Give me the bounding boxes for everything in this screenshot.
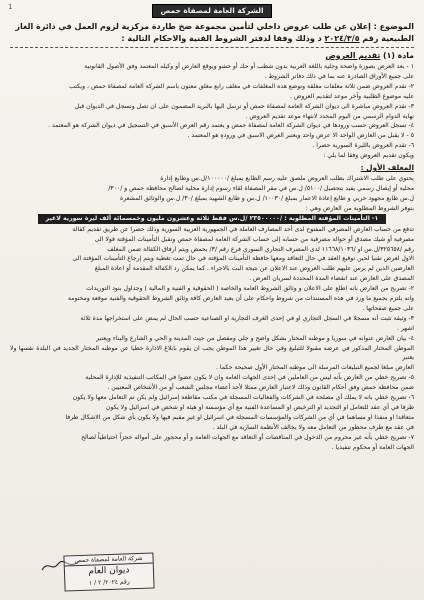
paragraph-line: متعاقدا او منفذا او مساهما في أي من الشركات والمؤسسات المسجلة في اسرائيل او غير مقيم فيها ولا يكون بأي شكل من الاشكال طرفا	[65, 413, 414, 421]
page-number: 1	[8, 3, 13, 11]
paragraph-line: ل.س طابع مجهود حربي و طابع إعادة الاعمار بمبلغ /١٠٠٣٠/ ل.س و طابع الشهيد بمبلغ /٣٠/ ل.س والوثائق المشعرة	[120, 194, 414, 202]
paragraph-line: رقم /٣٢٥٦٥٨/ل.س او /١١٦٦٨/١٠٣٦ لدى المصرف التجاري السوري فرع رقم /٣/ بحمص ويتم ارفاق الكفالة ضمن المغلف	[107, 245, 414, 253]
paragraph-line: ٤- بيان العارض عنوانه في سوريا و موطنه المختار بشكل واضح و جلي ومفصل من حيث المدينة و الحي و الشارع والبناء ويعتبر	[96, 334, 414, 342]
submission-rules	[10, 62, 414, 161]
header-label: الشركة العامة لمصفاة حمص	[152, 4, 272, 18]
paragraph-line: ضمن محافظة حمص وفق أحكام القانون وذلك لاعتبار العارض ممثلا لأحد أعضاء مجلس الشعب أو من الأشخاص المعنيين .	[107, 384, 414, 392]
paragraph-line: عليه موضوع الطلبية وآخر موعد لتقديم العروض .	[290, 92, 414, 100]
paragraph-line: محلية أو إيصال رسمي يفيد بتحصيل /٥١٠٠/ ل.س في مقر المصفاة لقاء رسوم إدارة محلية لصالح محافظة حمص و /٣٠٠/	[108, 184, 414, 192]
paragraph-line: الجهات العامة أو محكوم تنفيذيا .	[331, 443, 414, 451]
paragraph-line: اشهر .	[397, 324, 414, 332]
paragraph-line: تدفع من حساب العارض المصرفي المفتوح لدى أحد المصارف العاملة في الجمهورية العربية السورية وذلك حصرا عن طريق تقديم كفالة	[72, 225, 414, 233]
paragraph-line: طرفا في أي عقد للتعامل او التجديد او الترخيص او المساعدة الفنية مع أي مؤسسة او هيئة او شخص في اسرائيل ولا يكون	[105, 404, 414, 411]
subject-line-2: الطبيعية رقم ٢٠٢٤/٣/٥ د وذلك وفقا لدفتر الشروط الفنية والاحكام التالية :	[121, 34, 414, 43]
paragraph-line: مصرفية أو شيك مصدق أو حوالة مصرفية من حسابه إلى حساب الشركة العامة لمصفاة حمص وتقبل التأمينات المؤقتة قولا الى	[94, 235, 414, 243]
paragraph-line: ٥- تصريح خطي من العارض بأنه ليس من العاملين في إحدى الجهات العامة وان لا يكون عضوا في المكاتب التنفيذية للإدارة المحلية	[85, 374, 414, 382]
paragraph-line: بتوفر الشروط المطلوبة من العارض وهي :	[305, 204, 414, 212]
requirements-list	[10, 225, 414, 453]
stamp-office: ديوان العام	[88, 565, 130, 577]
paragraph-line: في عقد مع طرف محظور من التعامل معه ولا يخالف الأنظمة السارية في البلد .	[212, 423, 414, 431]
paragraph-line: نهاية الدوام الرسمي من اليوم المحدد لانتهاء موعد تقديم العروض .	[245, 112, 414, 120]
paragraph-line: وانه يلتزم بجميع ما ورد في هذه المستندات من شروط واحكام على أن يعيد العارض كافة وثائق الشروط الحقوقية والفنية موقعة ومختومة	[67, 295, 414, 303]
official-stamp	[63, 552, 154, 591]
stamp-number: رقم ٢٠٢٤/ ٢ / ١	[88, 578, 130, 587]
stamp-org: شركة العامة لمصفاة حمص	[64, 553, 152, 566]
paragraph-line: ٥ - لا يقبل من العارض الواحد الا عرض واحد ويعتبر العرض الاسبق في ورودهِ هو المعتمد .	[187, 132, 414, 140]
paragraph-line: ويكون تقديم العروض وفقا لما يلي :	[323, 152, 414, 160]
order-number: ٢٠٢٤/٣/٥	[324, 34, 360, 43]
paragraph-line: العارض مبلغا لجميع التبليغات المرسلة الى موطنه المختار الأول صحيحة حكما .	[215, 364, 414, 372]
subject-line-1	[10, 21, 414, 33]
paragraph-line: ٦- تصريح خطي بانه لا يملك أي مصلحة في الشركات والفعاليات المسجلة في مكتب مقاطعة إسرائيل ولم يكن تم التعامل معها ولا يكون	[72, 394, 414, 402]
subject-text: إعلان عن طلب عروض داخلي لتأمين مجموعة ضخ طاردة مركزية لزوم العمل في دائرة الغاز	[15, 22, 371, 31]
paragraph-line: على جميع صفحاتها .	[362, 304, 414, 312]
paragraph-line: يحتوي على طلب الاشتراك بطلب العروض ملصق عليه رسم الطابع بمبلغ /١٠٠٠٠٠/ل.س وطابع إدارة	[160, 175, 414, 183]
first-envelope-title: المغلف الأول :	[360, 163, 414, 173]
section-title: مادة (١) تقديم العروض	[325, 51, 414, 60]
paragraph-line: المصدق على العارض عند انقضاء المدة المحددة لسريان العرض .	[249, 275, 414, 283]
first-envelope-content	[10, 174, 414, 214]
paragraph-line: ٣- تقدم العروض مباشرة الى ديوان الشركة العامة لمصفاة حمص أو ترسل اليها بالبريد المضمون على ان تصل وتسجل في الديوان قبل	[74, 102, 414, 110]
paragraph-line: الاول لعرض تقنيا لحين توقيع العقد في حال التعاقد ومعها حافظة التأمينات المؤقتة في حال تمت تغطية ويتم إرجاع التأمينات المؤقتة الى	[72, 255, 414, 263]
paragraph-line: ٢- تقدم العروض ضمن ثلاثة مغلفات مغلقة وتوضع هذه المغلفات في مغلف رابع مغلق معنون باسم الشركة العامة لمصفاة حمص ، ويكتب	[69, 82, 414, 90]
subject-prefix: الموضوع :	[370, 22, 414, 31]
paragraph-line: ٧- تصريح خطي بأنه غير محروم من الدخول في المناقصات أو التعاقد مع الجهات العامة و أو محجوز على أمواله حجزاً احتياطياً لصالح	[81, 433, 414, 441]
paragraph-line: ٣- وثيقة تثبت أنه مسجلا في السجل التجاري او في إحدى الغرف التجارية او الصناعية حسب الحال لم يمض على استخراجها مدة ثلاثة	[80, 314, 414, 322]
paragraph-line: العارضين الذين لم يرس عليهم طلب العروض عند الاعلان عن نتيجة البت بالاجراء . كما يمكن رد الكفالة المقدمة أو اعادة المبلغ	[94, 265, 414, 273]
paragraph-line: ٤- تسجل العروض حسب ورودها في ديوان الشركة العامة لمصفاة حمص و يعتمد رقم العرض الأسبق في التسجيل في ديوان الشركة هو المعتمد .	[48, 122, 414, 130]
paragraph-line: الموطن المختار المذكور في عرضه مقبولا للتبليغ وفي حال تغيير هذا الموطن يجب ان يقوم بابلاغ الادارة خطيا عن موطنه المختار الجديد في البلدة نفسها ولا يعتبر	[10, 344, 414, 362]
divider	[10, 47, 414, 48]
temporary-insurance-line: ١- التأمينات المؤقتة المطلوبة : /٢٣٥٠٠٠٠٠ /ل.س فقط ثلاثة وعشرون مليون وخمسمائة ألف ليرة سورية لاغير	[38, 214, 386, 224]
paragraph-line: ٦- تقدم العروض بالليرة السورية حصرا .	[312, 142, 414, 150]
paragraph-line: على جميع الأوراق الصادرة عنه بما في ذلك دفاتر الشروط .	[264, 72, 414, 80]
paragraph-line: ٢- تصريح من العارض بانه اطلع على الاعلان و وثائق الشروط العامة والخاصة ( الحقوقية و الفنية و المالية ) وجداول بنود التوريدات	[86, 285, 414, 293]
paragraph-line: ١ - يعد العرض بصورة واضحة وجلية باللغة العربية بدون شطب أو حك أو حشو ويوقع العارض أو وكيله المعتمد وفق الأصول القانونية	[84, 63, 414, 70]
